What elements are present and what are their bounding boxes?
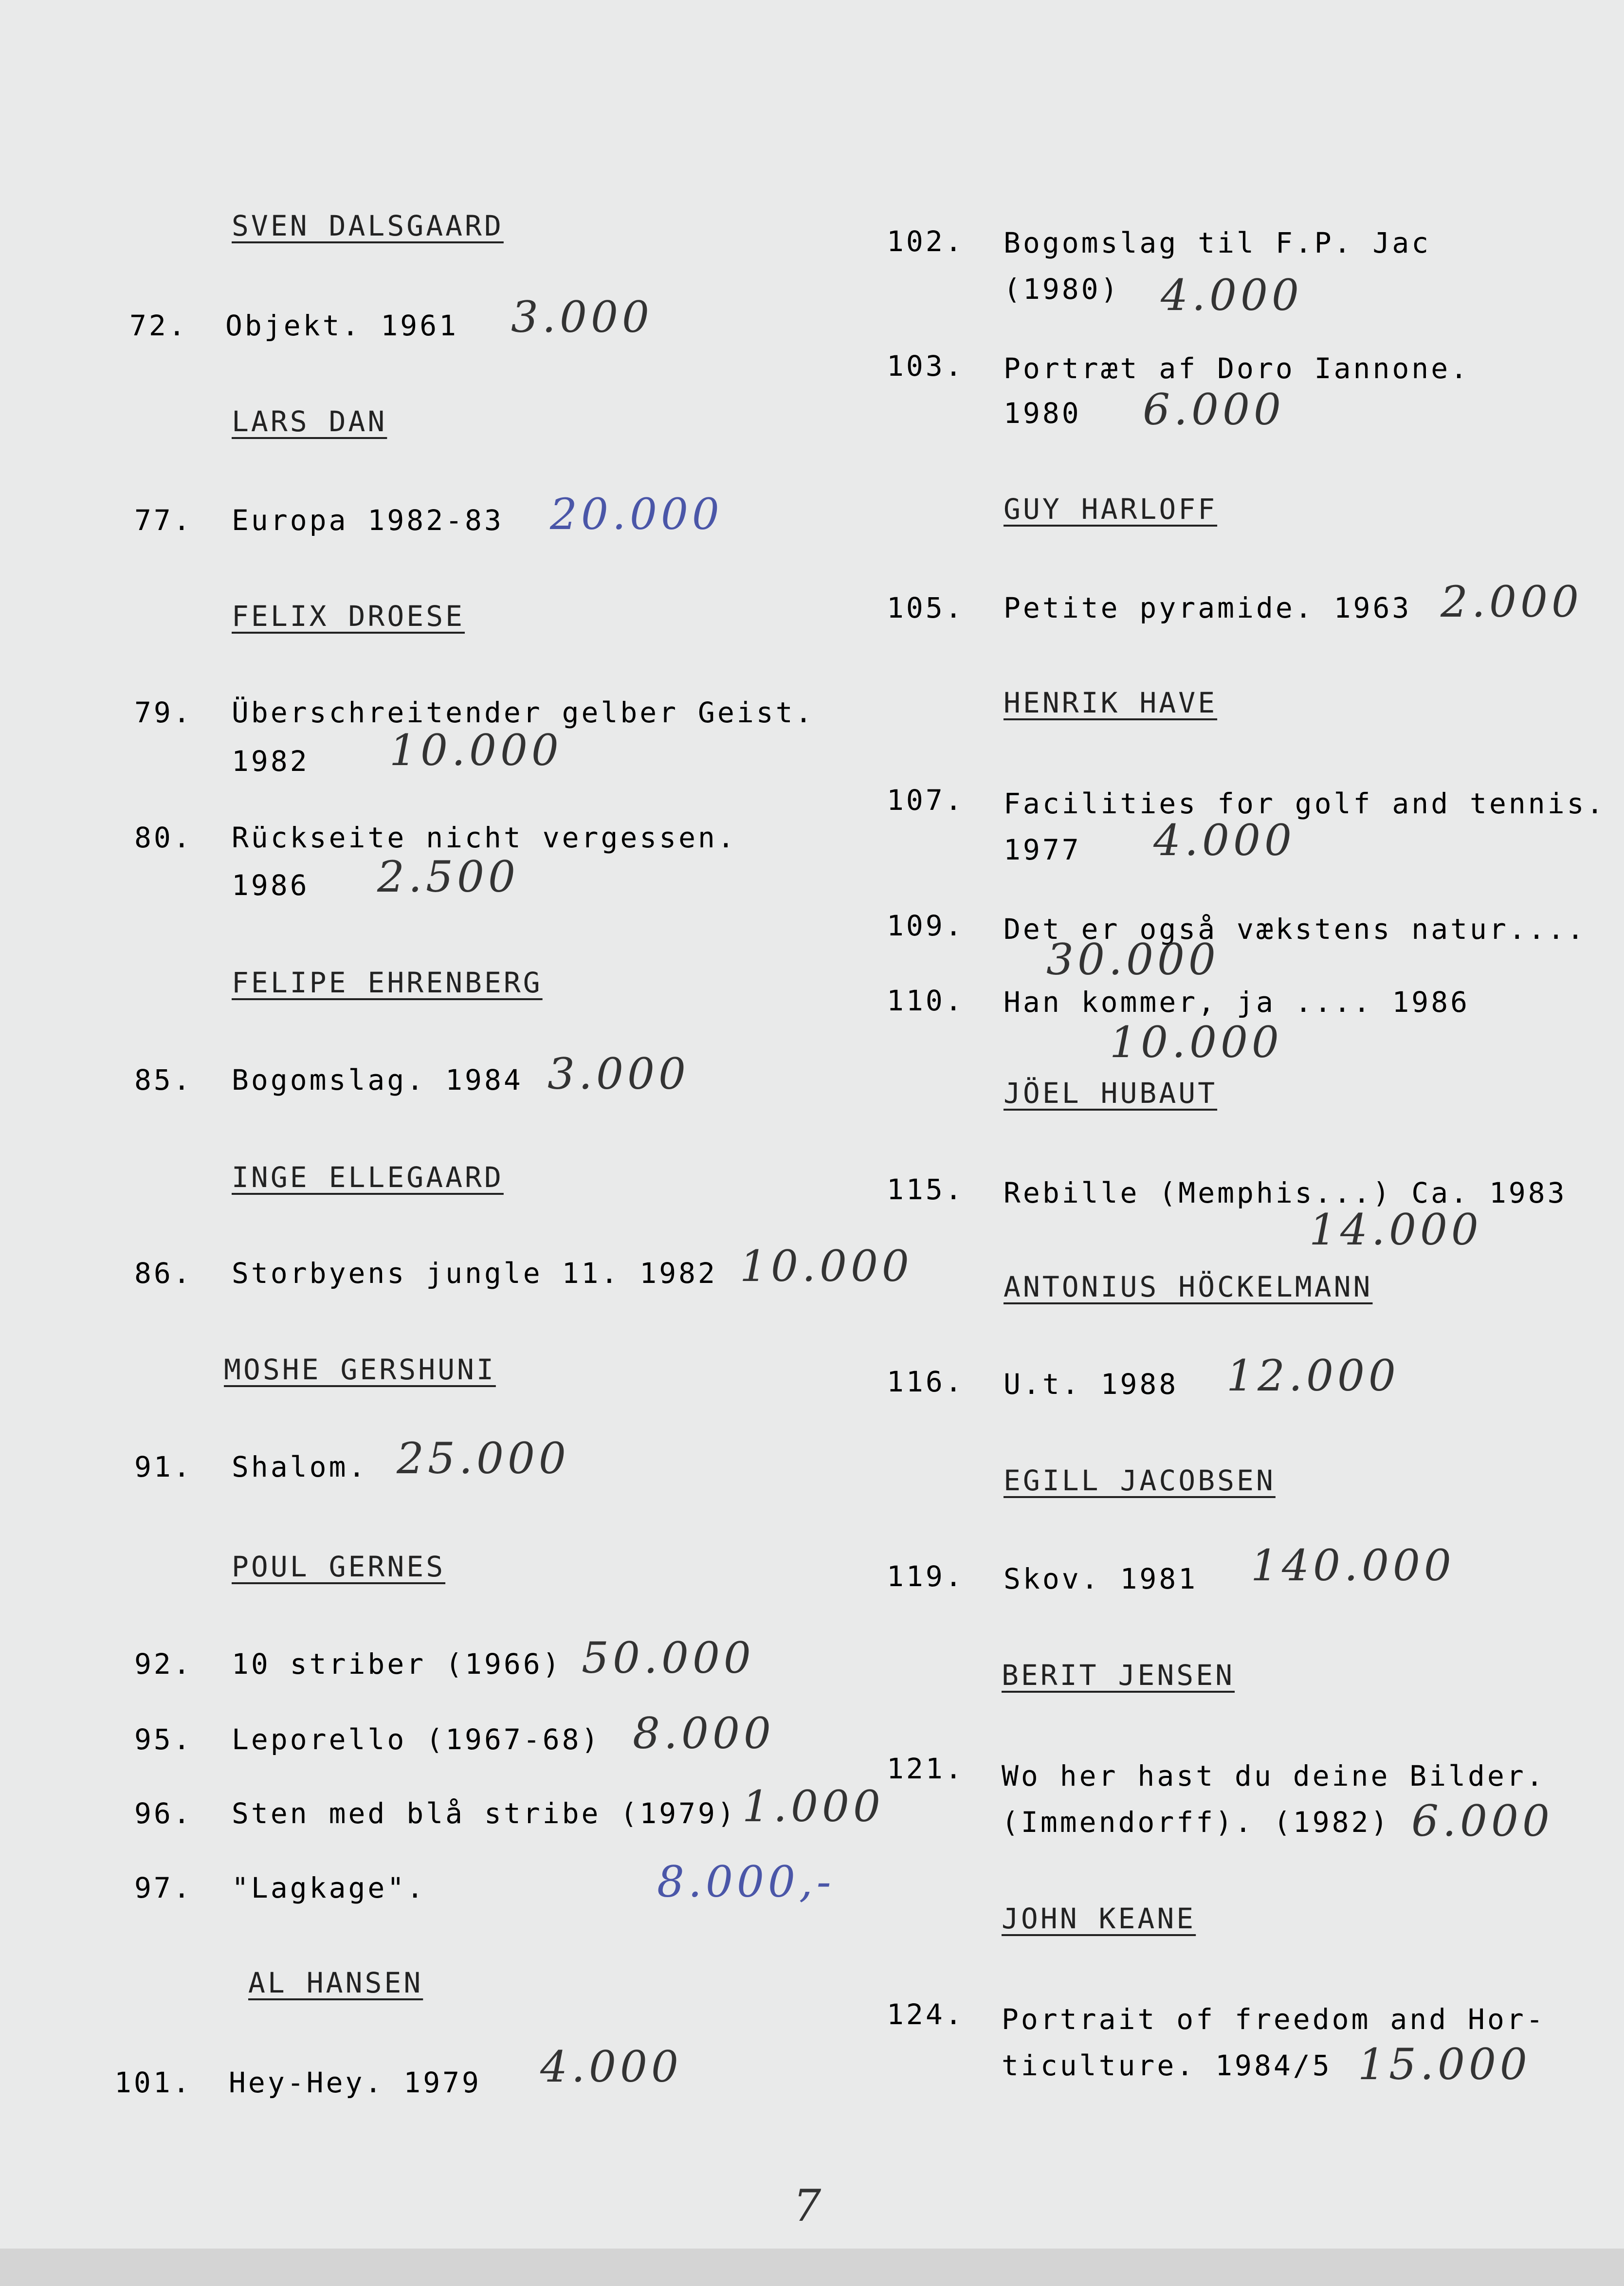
- handwritten-price: 30.000: [1046, 934, 1220, 985]
- item-title: Bogomslag til F.P. Jac: [1004, 226, 1431, 259]
- artist-heading: GUY HARLOFF: [1004, 493, 1218, 526]
- item-title: "Lagkage".: [232, 1871, 426, 1904]
- item-title-line2: 1982: [232, 745, 310, 778]
- handwritten-price: 50.000: [582, 1633, 755, 1683]
- handwritten-price: 15.000: [1358, 2039, 1531, 2089]
- handwritten-price: 4.000: [1161, 270, 1303, 320]
- item-number: 116.: [887, 1365, 965, 1398]
- handwritten-price: 20.000: [550, 489, 723, 539]
- item-title: Det er også vækstens natur....: [1004, 913, 1587, 946]
- scan-margin: [0, 2249, 1624, 2286]
- item-title: 10 striber (1966): [232, 1647, 562, 1681]
- item-number: 105.: [887, 591, 965, 624]
- item-number: 107.: [887, 784, 965, 817]
- item-number: 92.: [134, 1647, 193, 1681]
- handwritten-price: 2.500: [377, 852, 519, 902]
- item-number: 91.: [134, 1450, 193, 1483]
- artist-heading: INGE ELLEGAARD: [232, 1161, 504, 1194]
- item-title-line2: 1980: [1004, 397, 1081, 430]
- artist-heading: MOSHE GERSHUNI: [224, 1353, 496, 1386]
- artist-heading: AL HANSEN: [248, 1966, 423, 1999]
- item-number: 72.: [129, 309, 188, 342]
- item-number: 109.: [887, 909, 965, 942]
- item-number: 77.: [134, 504, 193, 537]
- handwritten-price: 6.000: [1143, 384, 1285, 435]
- item-title: Han kommer, ja .... 1986: [1004, 986, 1470, 1019]
- handwritten-price: 2.000: [1441, 577, 1583, 627]
- item-title: Objekt. 1961: [225, 309, 459, 342]
- item-title: Sten med blå stribe (1979): [232, 1797, 737, 1830]
- artist-heading: JÖEL HUBAUT: [1004, 1077, 1218, 1110]
- artist-heading: HENRIK HAVE: [1004, 686, 1218, 719]
- item-number: 110.: [887, 984, 965, 1017]
- artist-heading: POUL GERNES: [232, 1550, 446, 1583]
- item-title: Shalom.: [232, 1450, 368, 1483]
- item-number: 80.: [134, 821, 193, 854]
- handwritten-price: 3.000: [547, 1049, 690, 1099]
- artist-heading: FELIPE EHRENBERG: [232, 966, 543, 999]
- item-title: Rebille (Memphis...) Ca. 1983: [1004, 1176, 1567, 1209]
- item-title: Bogomslag. 1984: [232, 1063, 523, 1097]
- page-number: 7: [793, 2180, 821, 2231]
- handwritten-price: 140.000: [1251, 1540, 1455, 1591]
- item-number: 86.: [134, 1257, 193, 1290]
- artist-heading: EGILL JACOBSEN: [1004, 1464, 1276, 1497]
- item-title: Petite pyramide. 1963: [1004, 591, 1412, 624]
- item-title-line2: (1980): [1004, 273, 1120, 306]
- item-title: Rückseite nicht vergessen.: [232, 821, 737, 854]
- item-number: 79.: [134, 696, 193, 729]
- item-title: Europa 1982-83: [232, 504, 504, 537]
- item-number: 103.: [887, 349, 965, 383]
- handwritten-price: 6.000: [1411, 1796, 1553, 1846]
- item-number: 115.: [887, 1173, 965, 1206]
- handwritten-price: 10.000: [1110, 1017, 1283, 1067]
- item-title: Portrait of freedom and Hor-: [1002, 2003, 1546, 2036]
- artist-heading: BERIT JENSEN: [1002, 1659, 1235, 1692]
- item-title: Portræt af Doro Iannone.: [1004, 352, 1470, 385]
- item-number: 97.: [134, 1871, 193, 1904]
- handwritten-price: 4.000: [1153, 815, 1296, 865]
- item-title-line2: 1977: [1004, 833, 1081, 866]
- handwritten-price: 8.000,-: [657, 1857, 835, 1907]
- item-number: 102.: [887, 225, 965, 258]
- handwritten-price: 1.000: [742, 1781, 884, 1831]
- item-number: 95.: [134, 1723, 193, 1756]
- item-title: Wo her hast du deine Bilder.: [1002, 1759, 1546, 1792]
- item-title: Facilities for golf and tennis.: [1004, 787, 1606, 820]
- handwritten-price: 8.000: [633, 1708, 775, 1758]
- item-number: 96.: [134, 1797, 193, 1830]
- item-number: 124.: [887, 1998, 965, 2031]
- item-number: 121.: [887, 1752, 965, 1785]
- item-title-line2: ticulture. 1984/5: [1002, 2049, 1332, 2082]
- handwritten-price: 14.000: [1309, 1205, 1482, 1255]
- handwritten-price: 3.000: [511, 292, 653, 342]
- item-title-line2: (Immendorff). (1982): [1002, 1806, 1390, 1839]
- item-number: 85.: [134, 1063, 193, 1097]
- item-title: Storbyens jungle 11. 1982: [232, 1257, 717, 1290]
- item-title: Skov. 1981: [1004, 1562, 1198, 1595]
- artist-heading: ANTONIUS HÖCKELMANN: [1004, 1270, 1373, 1303]
- handwritten-price: 4.000: [540, 2042, 682, 2092]
- item-title-line2: 1986: [232, 869, 310, 902]
- item-title: Leporello (1967-68): [232, 1723, 601, 1756]
- artist-heading: FELIX DROESE: [232, 600, 465, 633]
- handwritten-price: 10.000: [740, 1241, 913, 1291]
- handwritten-price: 25.000: [397, 1433, 570, 1483]
- handwritten-price: 12.000: [1226, 1351, 1400, 1401]
- item-number: 101.: [114, 2066, 192, 2099]
- item-title: Überschreitender gelber Geist.: [232, 696, 815, 729]
- handwritten-price: 10.000: [389, 725, 563, 775]
- item-number: 119.: [887, 1560, 965, 1593]
- artist-heading: JOHN KEANE: [1002, 1902, 1196, 1935]
- item-title: U.t. 1988: [1004, 1368, 1179, 1401]
- artist-heading: SVEN DALSGAARD: [232, 209, 504, 242]
- item-title: Hey-Hey. 1979: [229, 2066, 481, 2099]
- artist-heading: LARS DAN: [232, 405, 387, 438]
